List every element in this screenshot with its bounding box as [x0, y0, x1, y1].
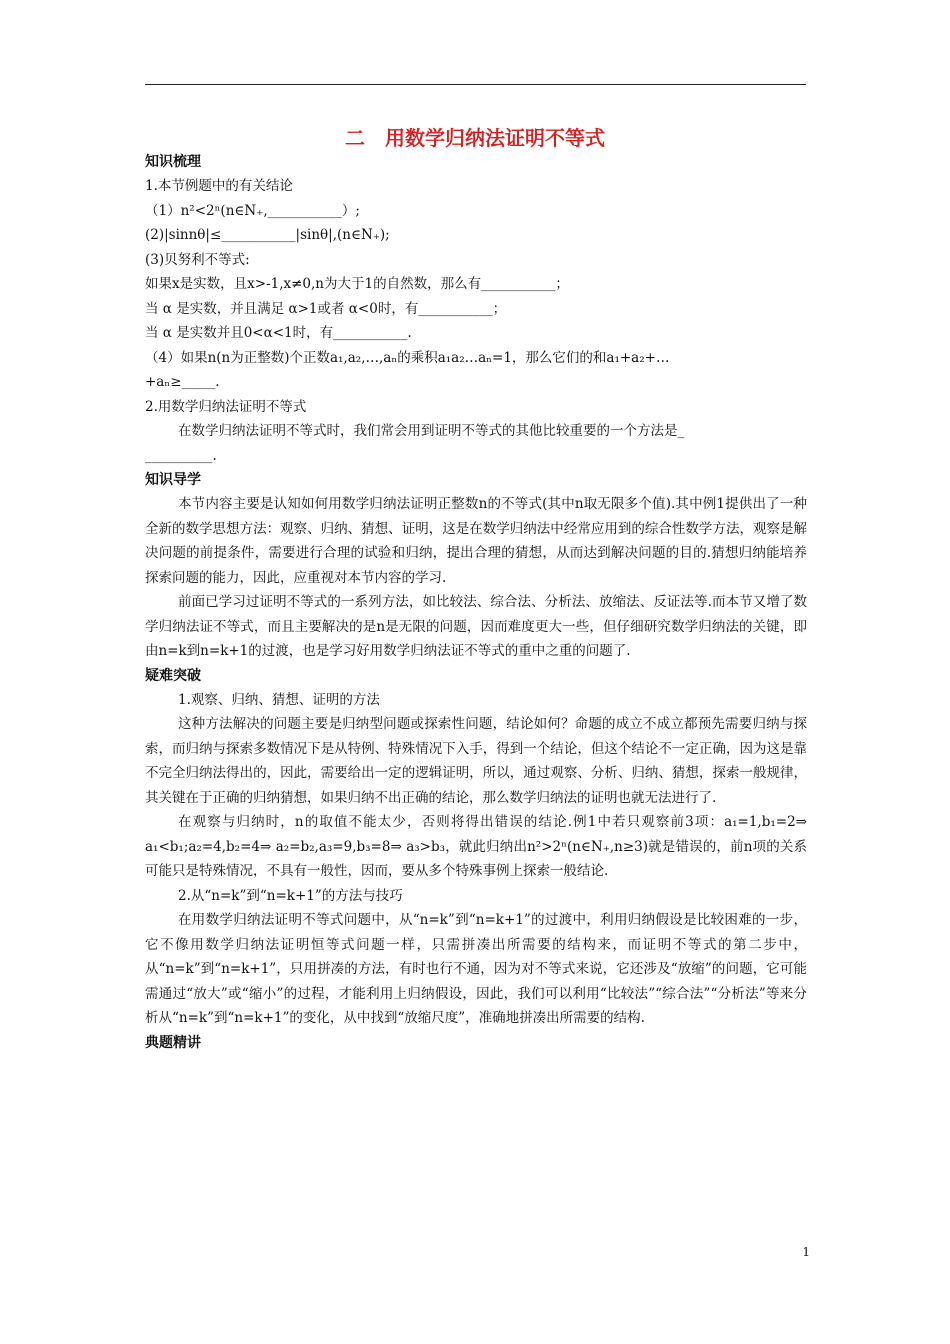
- paragraph: 在观察与归纳时，n的取值不能太少，否则将得出错误的结论.例1中若只观察前3项：a₁=1,b₁=2⇒ a₁<b₁;a₂=4,b₂=4⇒ a₂=b₂,a₃=9,b₃=8⇒ a₃>b₃，就此归纳出n²>2ⁿ(n∈N₊,n≥3)就是错误的，前n项的关系可能只是特殊情况，不具有一般性，因而，要从多个特殊事例上探索一般结论.: [145, 814, 807, 879]
- subheading: 2.从“n=k”到“n=k+1”的方法与技巧: [178, 887, 403, 904]
- header-rule: [145, 84, 806, 85]
- text-line: +aₙ≥_____.: [145, 374, 220, 390]
- document-title: 二 用数学归纳法证明不等式: [345, 126, 605, 150]
- section-heading-knowledge-guide: 知识导学: [145, 472, 201, 488]
- section-heading-difficulties: 疑难突破: [145, 667, 201, 684]
- text-line: 2.用数学归纳法证明不等式: [145, 398, 307, 415]
- section-heading-knowledge-review: 知识梳理: [145, 154, 201, 170]
- page-number: 1: [802, 1245, 810, 1259]
- paragraph: 本节内容主要是认知如何用数学归纳法证明正整数n的不等式(其中n取无限多个值).其中例1提供出了一种全新的数学思想方法：观察、归纳、猜想、证明，这是在数学归纳法中经常应用到的综合性数学方法，观察是解决问题的前提条件，需要进行合理的试验和归纳，提出合理的猜想，从而达到解决问题的目的.猜想归纳能培养探索问题的能力，因此，应重视对本节内容的学习.: [145, 496, 807, 586]
- text-line: （1）n²<2ⁿ(n∈N₊,___________）;: [145, 202, 360, 219]
- text-line: (3)贝努利不等式:: [145, 251, 250, 268]
- paragraph: 这种方法解决的问题主要是归纳型问题或探索性问题，结论如何？命题的成立不成立都预先需要归纳与探索，而归纳与探索多数情况下是从特例、特殊情况下入手，得到一个结论，但这个结论不一定正确，因为这是靠不完全归纳法得出的，因此，需要给出一定的逻辑证明，所以，通过观察、分析、归纳、猜想，探索一般规律，其关键在于正确的归纳猜想，如果归纳不出正确的结论，那么数学归纳法的证明也就无法进行了.: [145, 716, 807, 806]
- text-line: 当 α 是实数并且0<α<1时，有___________.: [145, 325, 412, 341]
- section-heading-example-problems: 典题精讲: [145, 1034, 201, 1051]
- text-line: （4）如果n(n为正整数)个正数a₁,a₂,…,aₙ的乘积a₁a₂…aₙ=1，那么它们的和a₁+a₂+…: [145, 349, 670, 366]
- paragraph: 在用数学归纳法证明不等式问题中，从“n=k”到“n=k+1”的过渡中，利用归纳假设是比较困难的一步，它不像用数学归纳法证明恒等式问题一样，只需拼凑出所需要的结构来，而证明不等式的第二步中，从“n=k”到“n=k+1”，只用拼凑的方法，有时也行不通，因为对不等式来说，它还涉及“放缩”的问题，它可能需通过“放大”或“缩小”的过程，才能利用上归纳假设，因此，我们可以利用“比较法”“综合法”“分析法”等来分析从“n=k”到“n=k+1”的变化，从中找到“放缩尺度”，准确地拼凑出所需要的结构.: [145, 912, 807, 1026]
- text-line: (2)|sinnθ|≤___________|sinθ|,(n∈N₊);: [145, 227, 390, 243]
- text-line: 如果x是实数，且x>-1,x≠0,n为大于1的自然数，那么有___________；: [145, 276, 569, 292]
- text-line: 当 α 是实数，并且满足 α>1或者 α<0时，有___________；: [145, 300, 507, 317]
- text-line: 1.本节例题中的有关结论: [145, 178, 293, 194]
- subheading: 1.观察、归纳、猜想、证明的方法: [178, 691, 380, 708]
- document-body: [145, 150, 807, 1055]
- paragraph: 前面已学习过证明不等式的一系列方法，如比较法、综合法、分析法、放缩法、反证法等.而本节又增了数学归纳法证不等式，而且主要解决的是n是无限的问题，因而难度更大一些，但仔细研究数学归纳法的关键，即由n=k到n=k+1的过渡，也是学习好用数学归纳法证不等式的重中之重的问题了.: [145, 594, 807, 659]
- text-line: 在数学归纳法证明不等式时，我们常会用到证明不等式的其他比较重要的一个方法是_: [178, 423, 685, 439]
- text-line: __________.: [145, 447, 217, 464]
